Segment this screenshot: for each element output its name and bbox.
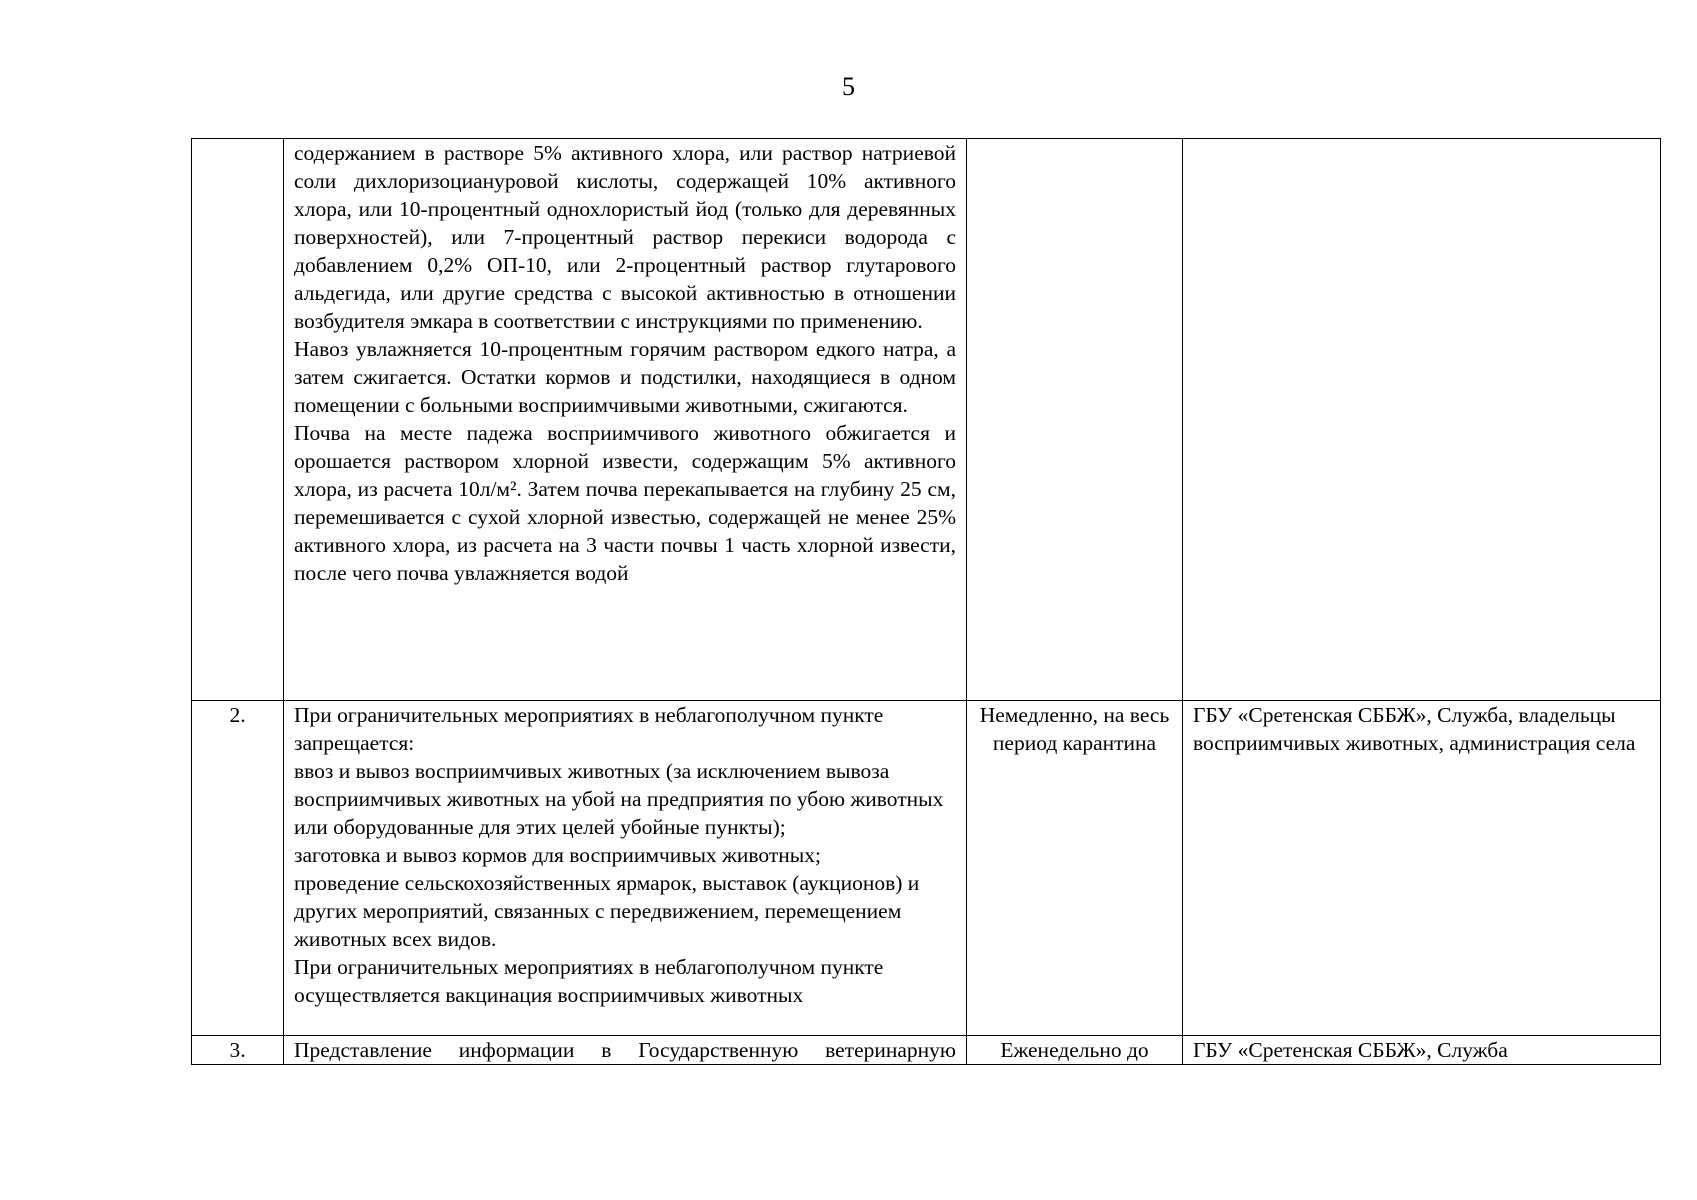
row-description [284,701,967,1036]
description-text: Представление информации в Государственную ветеринарную [294,1038,956,1062]
description-paragraph: Навоз увлажняется 10-процентным горячим раствором едкого натра, а затем сжигается. Остатки кормов и подстилки, находящиеся в одном помещении с больными восприимчивыми животными, сжигаются. [294,337,956,417]
row-term [967,139,1183,701]
page-number: 5 [842,72,855,101]
description-paragraph: При ограничительных мероприятиях в неблагополучном пункте осуществляется вакцинация восприимчивых животных [294,955,884,1007]
measures-table [191,138,1661,1065]
row-number: 3. [192,1036,284,1065]
description-paragraph: При ограничительных мероприятиях в неблагополучном пункте запрещается: [294,703,884,755]
description-paragraph: проведение сельскохозяйственных ярмарок, выставок (аукционов) и других мероприятий, связанных с передвижением, перемещением животных всех видов. [294,871,920,951]
row-responsible: ГБУ «Сретенская СББЖ», Служба [1183,1036,1661,1065]
table-row [192,1036,1661,1065]
row-description [284,1036,967,1065]
description-paragraph: заготовка и вывоз кормов для восприимчивых животных; [294,843,821,867]
row-term: Еженедельно до [967,1036,1183,1065]
row-number [192,139,284,701]
table-row [192,701,1661,1036]
row-description [284,139,967,701]
row-responsible: ГБУ «Сретенская СББЖ», Служба, владельцы восприимчивых животных, администрация села [1183,701,1661,1036]
row-term: Немедленно, на весь период карантина [967,701,1183,1036]
table-row [192,139,1661,701]
description-paragraph: ввоз и вывоз восприимчивых животных (за исключением вывоза восприимчивых животных на убой на предприятия по убою животных или оборудованные для этих целей убойные пункты); [294,759,944,839]
row-responsible [1183,139,1661,701]
row-number: 2. [192,701,284,1036]
description-paragraph: Почва на месте падежа восприимчивого животного обжигается и орошается раствором хлорной извести, содержащим 5% активного хлора, из расчета 10л/м². Затем почва перекапывается на глубину 25 см, перемешивается с сухой хлорной известью, содержащей не менее 25% активного хлора, из расчета на 3 части почвы 1 часть хлорной извести, после чего почва увлажняется водой [294,421,956,585]
description-paragraph: содержанием в растворе 5% активного хлора, или раствор натриевой соли дихлоризоциануровой кислоты, содержащей 10% активного хлора, или 10-процентный однохлористый йод (только для деревянных поверхностей), или 7-процентный раствор перекиси водорода с добавлением 0,2% ОП-10, или 2-процентный раствор глутарового альдегида, или другие средства с высокой активностью в отношении возбудителя эмкара в соответствии с инструкциями по применению. [294,141,956,333]
